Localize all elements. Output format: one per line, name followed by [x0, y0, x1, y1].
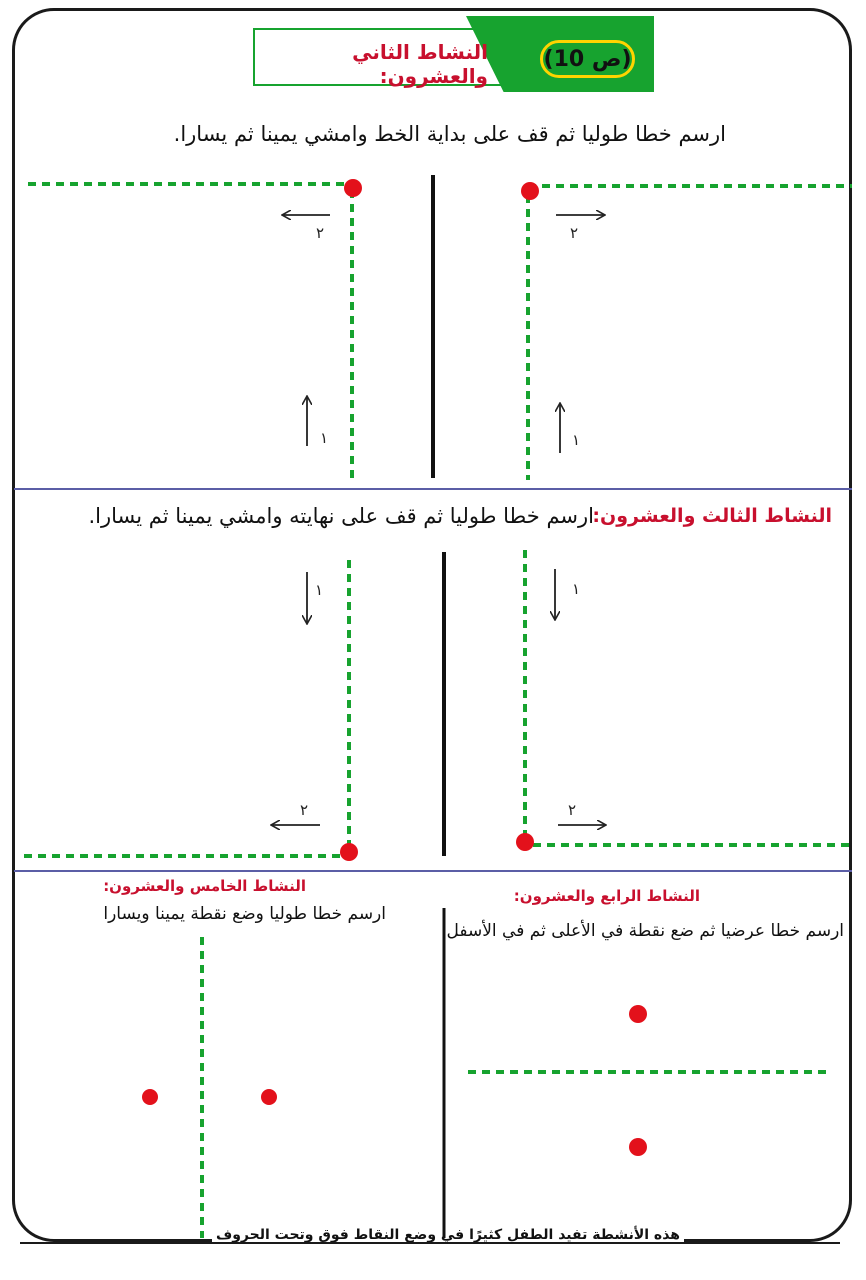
step-number: ١ [572, 431, 581, 449]
red-dot [521, 182, 539, 200]
activity22-title: النشاط الثاني والعشرون: [352, 40, 488, 88]
step-number: ١ [315, 581, 324, 599]
page-reference-badge: (ص 10) [540, 40, 635, 78]
red-dot [516, 833, 534, 851]
step-number: ٢ [568, 801, 577, 819]
red-dot [142, 1089, 158, 1105]
activity23-title: النشاط الثالث والعشرون: [592, 505, 832, 527]
activity25-instruction: ارسم خطا طوليا وضع نقطة يمينا ويسارا [103, 904, 386, 924]
activity25-title: النشاط الخامس والعشرون: [103, 877, 306, 895]
activity24-instruction: ارسم خطا عرضيا ثم ضع نقطة في الأعلى ثم في الأسفل. [441, 921, 844, 941]
red-dot [340, 843, 358, 861]
step-number: ٢ [570, 224, 579, 242]
footer-note: هذه الأنشطة تفيد الطفل كثيرًا في وضع النقاط فوق وتحت الحروف [212, 1227, 684, 1243]
activity23-instruction: ارسم خطا طوليا ثم قف على نهايته وامشي يمينا ثم يسارا. [88, 504, 594, 528]
activity24-title: النشاط الرابع والعشرون: [513, 887, 700, 905]
activity22-instruction: ارسم خطا طوليا ثم قف على بداية الخط وامشي يمينا ثم يسارا. [173, 122, 726, 146]
red-dot [261, 1089, 277, 1105]
red-dot [629, 1005, 647, 1023]
red-dot [629, 1138, 647, 1156]
step-number: ١ [320, 429, 329, 447]
step-number: ١ [572, 580, 581, 598]
step-number: ٢ [316, 224, 325, 242]
step-number: ٢ [300, 801, 309, 819]
red-dot [344, 179, 362, 197]
